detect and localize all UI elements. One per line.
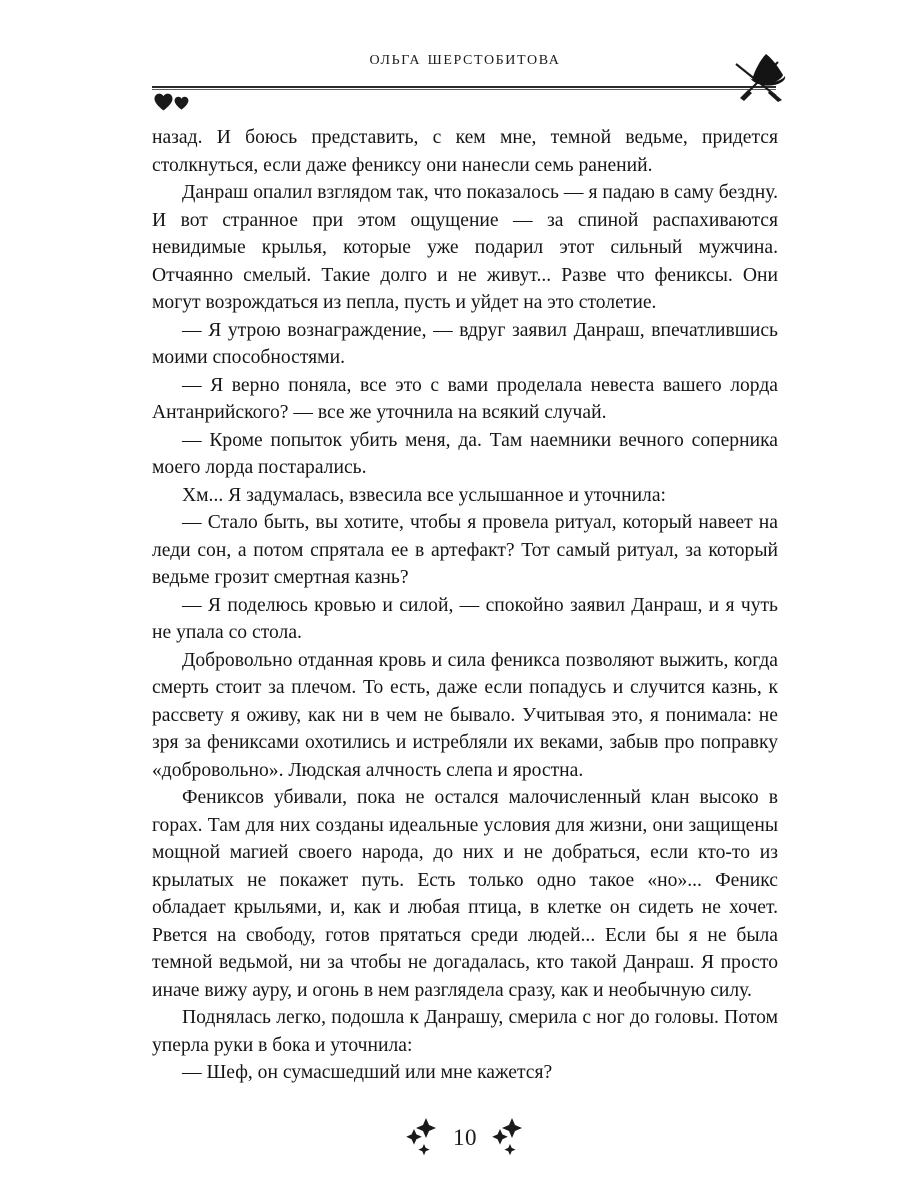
paragraph: — Я верно поняла, все это с вами проделала невеста вашего лорда Антанрийского? — все же уточнила на всякий случай. [152,374,778,423]
paragraph: — Кроме попыток убить меня, да. Там наемники вечного соперника моего лорда постарались. [152,429,778,478]
paragraph: — Шеф, он сумасшедший или мне кажется? [182,1062,553,1083]
paragraph: Поднялась легко, подошла к Данрашу, смерила с ног до головы. Потом уперла руки в бока и уточнила: [152,1007,778,1056]
paragraph: Хм... Я задумалась, взвесила все услышанное и уточнила: [182,484,666,506]
paragraph: назад. И боюсь представить, с кем мне, темной ведьме, придется столкнуться, если даже фениксу они нанесли семь ранений. [152,127,778,176]
page-title: ольга шерстобитова [369,48,561,69]
paragraph: Фениксов убивали, пока не остался малочисленный клан высоко в горах. Там для них созданы идеальные условия для жизни, они защищены мощной магией своего народа, до них и не добраться, если кто-то из крылатых не покажет путь. Есть только одно такое «но»... Феникс обладает крыльями, и, как и любая птица, в клетке он сидеть не хочет. Рвется на свободу, готов прятаться среди людей... Если бы я не была темной ведьмой, ни за чтобы не догадалась, кто такой Данраш. Я просто иначе вижу ауру, и огонь в нем разглядела сразу, как и необычную силу. [152,787,778,1001]
hearts-icon [153,92,197,112]
paragraph: — Я утрою вознаграждение, — вдруг заявил Данраш, впечатлившись моими способностями. [152,319,778,368]
page-number: 10 [453,1124,477,1150]
header-divider [152,86,776,90]
sparkle-cluster-icon [491,1116,525,1160]
paragraph: — Стало быть, вы хотите, чтобы я провела ритуал, который навеет на леди сон, а потом спрятала ее в артефакт? Тот самый ритуал, за который ведьме грозит смертная казнь? [152,512,778,588]
header-divider-thin-line [152,89,776,90]
paragraph: Данраш опалил взглядом так, что показалось — я падаю в саму бездну. И вот странное при этом ощущение — за спиной распахиваются невидимые крылья, которые уже подарил этот сильный мужчина. Отчаянно смелый. Такие долго и не живут... Разве что фениксы. Они могут возрождаться из пепла, пусть и уйдет на это столетие. [152,182,778,313]
paragraph: Добровольно отданная кровь и сила феникса позволяют выжить, когда смерть стоит за плечом. То есть, даже если попадусь и случится казнь, к рассвету я оживу, как ни в чем не бывало. Учитывая это, я понимала: не зря за фениксами охотились и истребляли их веками, забыв про поправку «добровольно». Людская алчность слепа и яростна. [152,649,778,781]
witch-hat-broom-icon [730,50,788,102]
paragraph: — Я поделюсь кровью и силой, — спокойно заявил Данраш, и я чуть не упала со стола. [152,594,778,643]
page-footer [152,1108,778,1168]
running-header [152,48,778,106]
sparkle-cluster-icon [405,1116,439,1160]
body-text [152,124,778,1087]
